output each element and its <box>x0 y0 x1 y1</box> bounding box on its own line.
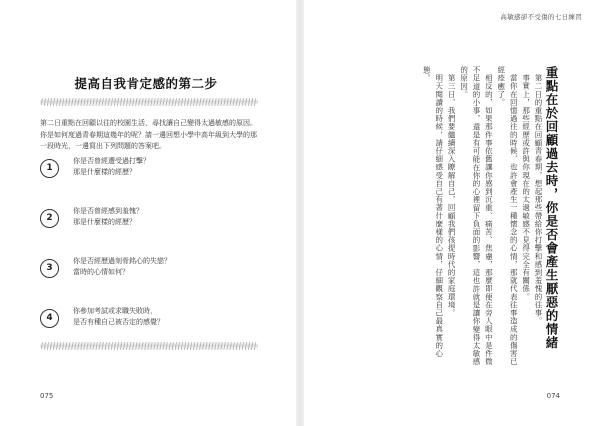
body-paragraph: 事實上，那些經歷或許與你現在的太過敏感不見得完全有關係。 <box>521 73 531 301</box>
brush-divider-bottom <box>40 342 258 350</box>
question-line: 那是什麼樣的經歷？ <box>73 217 136 226</box>
question-text <box>73 306 164 327</box>
question-line: 是否有種自己被否定的感覺？ <box>73 317 164 326</box>
brush-divider-top <box>40 98 258 106</box>
book-gutter <box>296 0 304 426</box>
question-line: 你是否曾經感到羞愧？ <box>73 207 143 215</box>
running-head: 高敏感卻不受傷的七日練習 <box>500 13 582 21</box>
question-line: 你是否經歷過刻骨銘心的失戀？ <box>73 257 171 265</box>
question-item-2 <box>40 206 260 256</box>
question-number-badge: 4 <box>40 309 59 328</box>
body-paragraph: 第三日，我們要繼續深入瞭解自己，回顧我們孩提時代的家庭環境。 <box>447 73 457 317</box>
right-page <box>304 0 600 426</box>
question-number-badge: 3 <box>40 259 59 278</box>
question-text <box>73 156 150 177</box>
question-item-3 <box>40 256 260 306</box>
question-line: 那是什麼樣的經歷？ <box>73 167 136 176</box>
intro-paragraph: 第二日重點在回顧以往的校園生活，尋找讓自己變得太過敏感的原因。你是如何度過青春期這幾年的呢？請一邊回想小學中高年級到大學的那一段時光，一邊寫出下列問題的答案吧。 <box>40 119 257 150</box>
question-line: 當時的心情如何？ <box>73 267 129 276</box>
body-text <box>374 66 544 366</box>
section-title: 提高自我肯定感的第二步 <box>74 76 218 91</box>
body-paragraph: 明天閱讀的時候，請仔細感受自己有著什麼樣的心情，仔細觀察自己最真實的心態。 <box>422 66 444 357</box>
question-line: 你參加考試或求職失敗時， <box>73 307 157 315</box>
body-paragraph: 第二日的重點在回顧青春期，想起那些帶給你打擊和感到羞愧的往事。 <box>534 73 543 325</box>
question-text <box>73 206 143 227</box>
question-item-1 <box>40 156 260 206</box>
question-text <box>73 256 171 277</box>
chapter-heading: 重點在於回顧過去時，你是否會產生厭惡的情緒 <box>544 66 559 350</box>
left-page <box>0 0 296 426</box>
question-line: 你是否曾經遭受過打擊？ <box>73 157 150 165</box>
question-list <box>40 156 260 356</box>
body-paragraph: 當你在回憶過往的時候，也許會產生一種懷念的心情，那就代表往事造成的傷害已經痊癒了。 <box>496 66 519 366</box>
body-paragraph: 相反的，如果那件事依舊讓你感到沉重、痛苦、焦慮，那麼即便在旁人眼中是件微不足道的小事，還是有可能在你的心裡留下負面的影響，這也許就是讓你變得太敏感的原因。 <box>459 66 494 366</box>
page-number-left: 075 <box>40 392 54 400</box>
page-number-right: 074 <box>546 392 560 400</box>
question-number-badge: 2 <box>40 209 59 228</box>
question-number-badge: 1 <box>40 159 59 178</box>
